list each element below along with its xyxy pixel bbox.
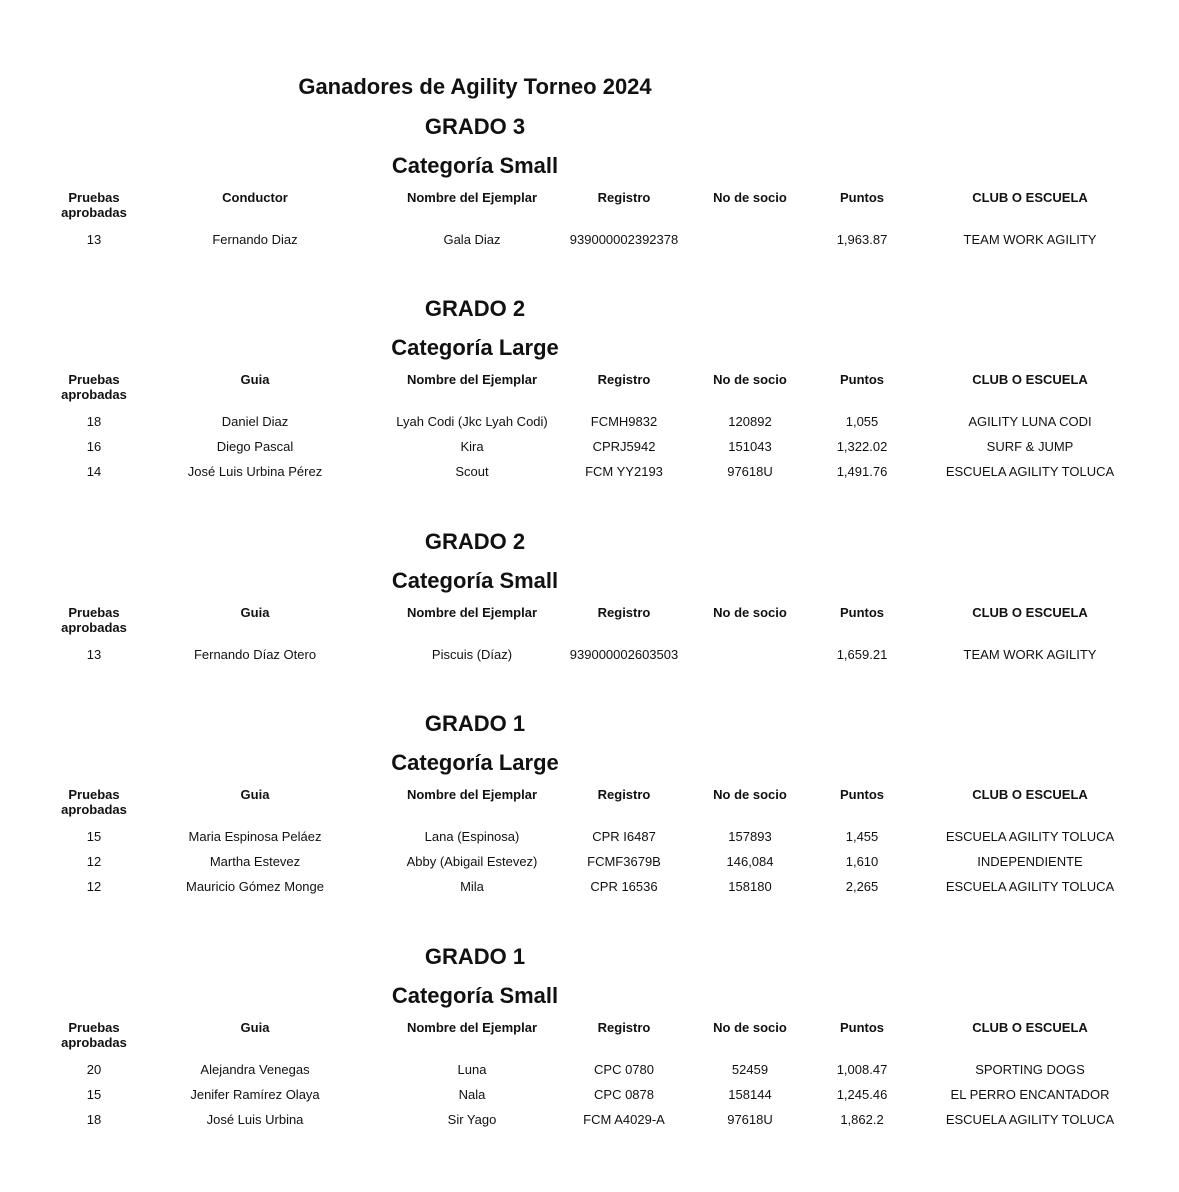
header-socio: No de socio	[713, 787, 787, 802]
cell-club: TEAM WORK AGILITY	[963, 232, 1097, 247]
cell-puntos: 2,265	[845, 879, 879, 894]
cell-club: AGILITY LUNA CODI	[968, 414, 1092, 429]
cell-guia: José Luis Urbina	[206, 1112, 304, 1127]
header-puntos: Puntos	[839, 787, 885, 802]
header-guia: Conductor	[222, 190, 288, 205]
cell-socio: 97618U	[727, 1112, 773, 1127]
header-pruebas: Pruebas aprobadas	[61, 372, 127, 402]
cell-pruebas: 15	[86, 829, 102, 844]
cell-ejemplar: Abby (Abigail Estevez)	[406, 854, 538, 869]
table-body	[0, 828, 1179, 903]
cell-puntos: 1,862.2	[840, 1112, 884, 1127]
cell-socio: 158144	[728, 1087, 772, 1102]
cell-ejemplar: Sir Yago	[447, 1112, 497, 1127]
header-registro: Registro	[597, 372, 651, 387]
cell-registro: 939000002603503	[569, 647, 679, 662]
section-grado: GRADO 2	[424, 296, 526, 321]
cell-ejemplar: Lana (Espinosa)	[424, 829, 520, 844]
cell-registro: CPC 0780	[594, 1062, 654, 1077]
header-registro: Registro	[597, 1020, 651, 1035]
header-club: CLUB O ESCUELA	[972, 787, 1088, 802]
cell-guia: Jenifer Ramírez Olaya	[190, 1087, 320, 1102]
section-grado: GRADO 3	[424, 114, 526, 139]
header-ejemplar: Nombre del Ejemplar	[406, 787, 538, 802]
header-pruebas: Pruebas aprobadas	[61, 1020, 127, 1050]
header-socio: No de socio	[713, 1020, 787, 1035]
page-title: Ganadores de Agility Torneo 2024	[298, 74, 652, 99]
cell-club: ESCUELA AGILITY TOLUCA	[945, 1112, 1115, 1127]
header-puntos: Puntos	[839, 1020, 885, 1035]
cell-registro: CPR I6487	[592, 829, 656, 844]
cell-club: INDEPENDIENTE	[977, 854, 1083, 869]
header-club: CLUB O ESCUELA	[972, 605, 1088, 620]
cell-socio: 157893	[728, 829, 772, 844]
cell-ejemplar: Kira	[460, 439, 484, 454]
cell-ejemplar: Luna	[457, 1062, 487, 1077]
header-ejemplar: Nombre del Ejemplar	[406, 190, 538, 205]
header-guia: Guia	[240, 1020, 270, 1035]
table-row	[0, 853, 1179, 878]
header-socio: No de socio	[713, 190, 787, 205]
header-ejemplar: Nombre del Ejemplar	[406, 372, 538, 387]
cell-ejemplar: Lyah Codi (Jkc Lyah Codi)	[396, 414, 548, 429]
section-categoria: Categoría Large	[391, 750, 559, 775]
cell-club: SURF & JUMP	[986, 439, 1074, 454]
table-body	[0, 413, 1179, 488]
table-row	[0, 463, 1179, 488]
cell-puntos: 1,963.87	[836, 232, 888, 247]
cell-guia: José Luis Urbina Pérez	[187, 464, 323, 479]
cell-guia: Daniel Diaz	[221, 414, 289, 429]
cell-registro: CPRJ5942	[592, 439, 656, 454]
cell-club: ESCUELA AGILITY TOLUCA	[945, 879, 1115, 894]
header-guia: Guia	[240, 372, 270, 387]
cell-pruebas: 12	[86, 879, 102, 894]
cell-socio: 151043	[728, 439, 772, 454]
table-body	[0, 646, 1179, 671]
header-puntos: Puntos	[839, 190, 885, 205]
section-grado: GRADO 1	[424, 944, 526, 969]
cell-socio: 52459	[731, 1062, 769, 1077]
cell-club: TEAM WORK AGILITY	[963, 647, 1097, 662]
cell-registro: 939000002392378	[569, 232, 679, 247]
cell-registro: CPC 0878	[594, 1087, 654, 1102]
header-registro: Registro	[597, 190, 651, 205]
cell-registro: FCM YY2193	[585, 464, 663, 479]
table-row	[0, 1111, 1179, 1136]
header-socio: No de socio	[713, 605, 787, 620]
header-club: CLUB O ESCUELA	[972, 1020, 1088, 1035]
header-pruebas: Pruebas aprobadas	[61, 605, 127, 635]
cell-guia: Mauricio Gómez Monge	[186, 879, 324, 894]
cell-registro: FCM A4029-A	[583, 1112, 665, 1127]
table-header	[0, 1020, 1179, 1052]
table-row	[0, 1086, 1179, 1111]
cell-club: EL PERRO ENCANTADOR	[950, 1087, 1110, 1102]
cell-club: ESCUELA AGILITY TOLUCA	[945, 464, 1115, 479]
cell-pruebas: 14	[86, 464, 102, 479]
table-row	[0, 646, 1179, 671]
table-row	[0, 878, 1179, 903]
cell-puntos: 1,610	[845, 854, 879, 869]
cell-pruebas: 16	[86, 439, 102, 454]
cell-pruebas: 18	[86, 1112, 102, 1127]
header-ejemplar: Nombre del Ejemplar	[406, 605, 538, 620]
cell-puntos: 1,008.47	[836, 1062, 888, 1077]
table-row	[0, 438, 1179, 463]
header-registro: Registro	[597, 787, 651, 802]
header-guia: Guia	[240, 605, 270, 620]
cell-registro: CPR 16536	[590, 879, 658, 894]
cell-guia: Fernando Díaz Otero	[193, 647, 317, 662]
table-header	[0, 787, 1179, 819]
table-row	[0, 413, 1179, 438]
cell-puntos: 1,322.02	[836, 439, 888, 454]
cell-registro: FCMH9832	[590, 414, 658, 429]
table-header	[0, 372, 1179, 404]
cell-socio: 158180	[728, 879, 772, 894]
cell-pruebas: 20	[86, 1062, 102, 1077]
cell-pruebas: 12	[86, 854, 102, 869]
cell-pruebas: 15	[86, 1087, 102, 1102]
section-categoria: Categoría Small	[391, 568, 559, 593]
cell-puntos: 1,659.21	[836, 647, 888, 662]
cell-socio: 120892	[728, 414, 772, 429]
table-row	[0, 1061, 1179, 1086]
cell-club: ESCUELA AGILITY TOLUCA	[945, 829, 1115, 844]
table-row	[0, 828, 1179, 853]
header-guia: Guia	[240, 787, 270, 802]
cell-pruebas: 13	[86, 232, 102, 247]
section-grado: GRADO 1	[424, 711, 526, 736]
header-club: CLUB O ESCUELA	[972, 190, 1088, 205]
header-pruebas: Pruebas aprobadas	[61, 787, 127, 817]
cell-puntos: 1,055	[845, 414, 879, 429]
header-registro: Registro	[597, 605, 651, 620]
cell-ejemplar: Gala Diaz	[443, 232, 501, 247]
table-row	[0, 231, 1179, 256]
header-club: CLUB O ESCUELA	[972, 372, 1088, 387]
header-socio: No de socio	[713, 372, 787, 387]
cell-guia: Diego Pascal	[216, 439, 294, 454]
section-grado: GRADO 2	[424, 529, 526, 554]
cell-socio: 97618U	[727, 464, 773, 479]
cell-pruebas: 13	[86, 647, 102, 662]
cell-puntos: 1,491.76	[836, 464, 888, 479]
table-header	[0, 605, 1179, 637]
cell-socio: 146,084	[726, 854, 774, 869]
header-puntos: Puntos	[839, 605, 885, 620]
cell-puntos: 1,455	[845, 829, 879, 844]
cell-guia: Alejandra Venegas	[200, 1062, 310, 1077]
table-body	[0, 231, 1179, 256]
cell-ejemplar: Piscuis (Díaz)	[431, 647, 513, 662]
header-ejemplar: Nombre del Ejemplar	[406, 1020, 538, 1035]
cell-ejemplar: Scout	[455, 464, 489, 479]
section-categoria: Categoría Small	[391, 983, 559, 1008]
table-body	[0, 1061, 1179, 1136]
cell-guia: Maria Espinosa Peláez	[188, 829, 322, 844]
cell-club: SPORTING DOGS	[975, 1062, 1085, 1077]
cell-ejemplar: Nala	[458, 1087, 486, 1102]
cell-guia: Martha Estevez	[209, 854, 301, 869]
table-header	[0, 190, 1179, 222]
header-puntos: Puntos	[839, 372, 885, 387]
section-categoria: Categoría Large	[391, 335, 559, 360]
cell-pruebas: 18	[86, 414, 102, 429]
header-pruebas: Pruebas aprobadas	[61, 190, 127, 220]
section-categoria: Categoría Small	[391, 153, 559, 178]
cell-registro: FCMF3679B	[587, 854, 661, 869]
cell-ejemplar: Mila	[460, 879, 484, 894]
cell-guia: Fernando Diaz	[212, 232, 298, 247]
cell-puntos: 1,245.46	[836, 1087, 888, 1102]
